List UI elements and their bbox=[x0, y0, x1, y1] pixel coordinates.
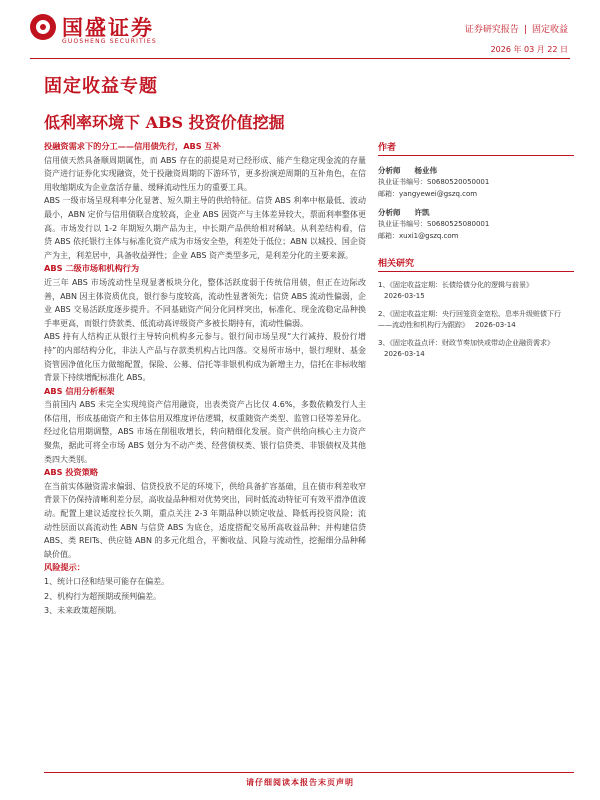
risk-item: 3、未来政策超预期。 bbox=[44, 606, 122, 615]
authors-heading: 作者 bbox=[378, 140, 574, 156]
paragraph-liquidity: 近三年 ABS 市场流动性呈现显著板块分化，整体活跃度弱于传统信用债，但正在边际改善，ABN 因主体资质优良，银行参与度较高，流动性显著领先；信贷 ABS 流动性偏弱，企业 ABS 交易活跃度逐步提升。不同基础资产间分化同样突出，标准化、现金流稳定品种换手率更高，而银行贷款类、低流动高评级资产多被长期持有，流动性偏弱。 bbox=[44, 277, 366, 328]
footer-divider bbox=[44, 772, 574, 773]
paragraph-investment-strategy: 在当前实体融资需求偏弱、信贷投放不足的环境下，供给具备扩容基础，且在债市利差收窄背景下仍保持清晰利差分层，高收益品种相对优势突出，同时低流动特征可有效平滑净值波动。配置上建议适度拉长久期，重点关注 2-3 年期品种以锁定收益、降低再投资风险；流动性层面以高流动性 ABN 与信贷 ABS 为底仓，适度搭配交易所高收益品种；并构建信贷 ABS、类 REITs、供应链 ABN 的多元化组合，平衡收益、风险与流动性，挖掘细分品种稀缺价值。 bbox=[44, 481, 366, 559]
risk-item: 1、统计口径和结果可能存在偏差。 bbox=[44, 577, 170, 586]
heading-secondary-market: ABS 二级市场和机构行为 bbox=[44, 263, 140, 274]
report-type: 证券研究报告 bbox=[464, 25, 519, 35]
risk-item: 2、机构行为超预期或预判偏差。 bbox=[44, 591, 162, 601]
analyst-cert: 执业证书编号：S0680520050001 bbox=[378, 178, 490, 186]
analyst-email[interactable]: 邮箱：yangyewei@gszq.com bbox=[378, 189, 478, 198]
analyst-cert: 执业证书编号：S0680525080001 bbox=[378, 220, 490, 228]
report-date: 2026 年 03 月 22 日 bbox=[490, 45, 568, 54]
logo-subtitle: GUOSHENG SECURITIES bbox=[62, 38, 157, 45]
related-research-title: 2、《固定收益定期：央行回笼资金宽松、息率升级赃债下行——流动性和机构行为跟踪》 bbox=[378, 310, 561, 329]
heading-credit-framework: ABS 信用分析框架 bbox=[44, 385, 115, 396]
analyst-role: 分析师 bbox=[378, 208, 401, 217]
logo-icon bbox=[30, 14, 56, 40]
analyst-role: 分析师 bbox=[378, 166, 401, 175]
summary-body bbox=[44, 140, 366, 619]
footer-disclaimer: 请仔细阅读本报告末页声明 bbox=[246, 778, 354, 787]
heading-investment-strategy: ABS 投资策略 bbox=[44, 467, 99, 478]
paragraph-holders: ABS 持有人结构正从银行主导转向机构多元参与。银行间市场呈现“大行减持、股份行增持”的内部结构分化，非法人产品与存款类机构占比四落。交易所市场中，银行理财、基金资管因净值化压力做缩配置，保险、公募、信托等非银机构成为新增主力，信托在非标收缩背景下持续增配标准化 ABS。 bbox=[44, 332, 366, 383]
related-research-item[interactable] bbox=[378, 280, 574, 302]
heading-financing-division: 投融资需求下的分工——信用债先行，ABS 互补 bbox=[44, 141, 221, 151]
report-category: 固定收益 bbox=[531, 25, 568, 35]
analyst-email[interactable]: 邮箱：xuxi1@gszq.com bbox=[378, 231, 459, 240]
analyst-card bbox=[378, 206, 574, 242]
report-header bbox=[0, 0, 600, 62]
header-separator: | bbox=[523, 25, 527, 35]
report-type-label bbox=[465, 22, 568, 35]
header-divider bbox=[30, 58, 570, 59]
related-research-date: 2026-03-15 bbox=[384, 292, 425, 300]
analyst-card bbox=[378, 164, 574, 200]
related-research-title: 1、《固定收益定期：长债给债分化的逻辑与前景》 bbox=[378, 281, 533, 289]
paragraph-credit-vs-abs: 信用债天然具备顺周期属性，而 ABS 存在的前提是对已经形成、能产生稳定现金流的存量资产进行证券化实现融资，处于投融资周期的下游环节，更多扮演逆周期的互补角色，在信用收缩期成为企业盘活存量、缓释流动性压力的重要工具。 bbox=[44, 155, 366, 192]
sidebar bbox=[378, 140, 574, 367]
report-title: 低利率环境下 ABS 投资价值挖掘 bbox=[44, 113, 285, 132]
risk-title: 风险提示： bbox=[44, 562, 85, 573]
paragraph-credit-framework: 当前国内 ABS 未完全实现纯资产信用融资，出表类资产占比仅 4.6%，多数依赖发行人主体信用，形成基础资产和主体信用双维度评估逻辑，权重随资产类型、监管口径等差异化。经过化信用期调整，ABS 市场在削租收增长，转向精细化发展。资产供给向核心主力资产聚焦，据此可将全市场 ABS 划分为不动产类、经营债权类、银行信贷类、非银债权及其他类四大类别。 bbox=[44, 400, 366, 464]
related-research-date: 2026-03-14 bbox=[384, 350, 425, 358]
related-research-item[interactable] bbox=[378, 338, 574, 360]
analyst-name: 杨业伟 bbox=[414, 166, 437, 175]
analyst-name: 许凯 bbox=[414, 208, 430, 217]
paragraph-primary-market: ABS 一级市场呈现利率分化显著、短久期主导的供给特征。信贷 ABS 利率中枢最低、波动最小，ABN 定价与信用债联合度较高，企业 ABS 因资产与主体差异较大，票面利率整体更高。市场发行以 1-2 年期短久期产品为主，中长期产品供给相对稀缺。从利差结构看，信贷 ABS 依托银行主体与标准化资产成为市场安全垫，利差处于低位；ABN 以城投、国企资产为主，利差居中，具备收益弹性；企业 ABS 资产类型多元，是利差分化的主要来源。 bbox=[44, 196, 366, 260]
logo-name: 国盛证券 bbox=[62, 15, 154, 40]
related-research-item[interactable] bbox=[378, 309, 574, 331]
related-research-heading: 相关研究 bbox=[378, 256, 574, 272]
related-research-date: 2026-03-14 bbox=[475, 321, 516, 329]
related-research-title: 3、《固定收益点评：财政节奏加快或带动企业融资需求》 bbox=[378, 339, 554, 347]
section-title: 固定收益专题 bbox=[44, 76, 158, 97]
